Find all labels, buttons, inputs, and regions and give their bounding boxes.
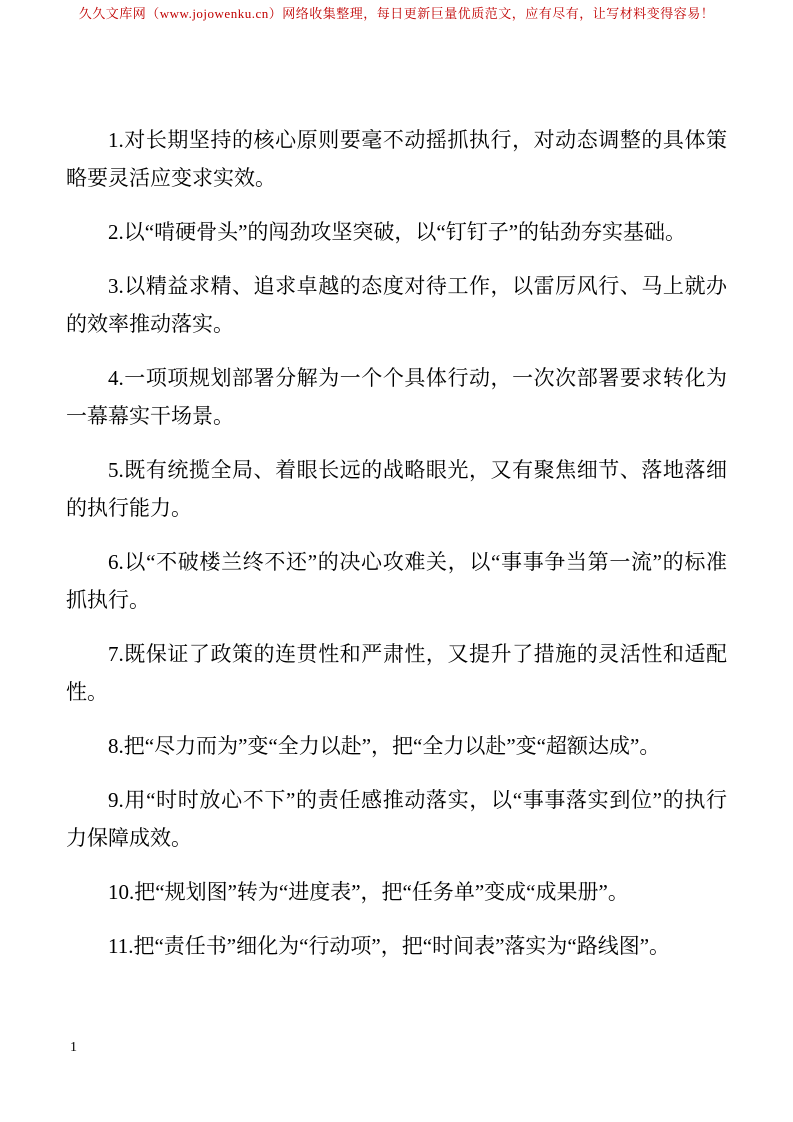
paragraph-4: 4.一项项规划部署分解为一个个具体行动，一次次部署要求转化为一幕幕实干场景。 <box>66 366 727 428</box>
watermark-header: 久久文库网（www.jojowenku.cn）网络收集整理，每日更新巨量优质范文，应有尽有，让写材料变得容易！ <box>78 6 715 21</box>
paragraph-10: 10.把“规划图”转为“进度表”，把“任务单”变成“成果册”。 <box>108 880 629 904</box>
document-body <box>66 121 727 981</box>
paragraph-1: 1.对长期坚持的核心原则要毫不动摇抓执行，对动态调整的具体策略要灵活应变求实效。 <box>66 128 727 190</box>
paragraph-11: 11.把“责任书”细化为“行动项”，把“时间表”落实为“路线图”。 <box>108 934 671 958</box>
paragraph-2: 2.以“啃硬骨头”的闯劲攻坚突破，以“钉钉子”的钻劲夯实基础。 <box>108 220 687 244</box>
paragraph-8: 8.把“尽力而为”变“全力以赴”，把“全力以赴”变“超额达成”。 <box>108 734 661 758</box>
paragraph-7: 7.既保证了政策的连贯性和严肃性，又提升了措施的灵活性和适配性。 <box>66 642 727 704</box>
paragraph-6: 6.以“不破楼兰终不还”的决心攻难关，以“事事争当第一流”的标准抓执行。 <box>66 550 727 612</box>
paragraph-3: 3.以精益求精、追求卓越的态度对待工作，以雷厉风行、马上就办的效率推动落实。 <box>66 274 727 336</box>
paragraph-5: 5.既有统揽全局、着眼长远的战略眼光，又有聚焦细节、落地落细的执行能力。 <box>66 458 727 520</box>
paragraph-9: 9.用“时时放心不下”的责任感推动落实，以“事事落实到位”的执行力保障成效。 <box>66 788 727 850</box>
page-number: 1 <box>70 1040 77 1055</box>
